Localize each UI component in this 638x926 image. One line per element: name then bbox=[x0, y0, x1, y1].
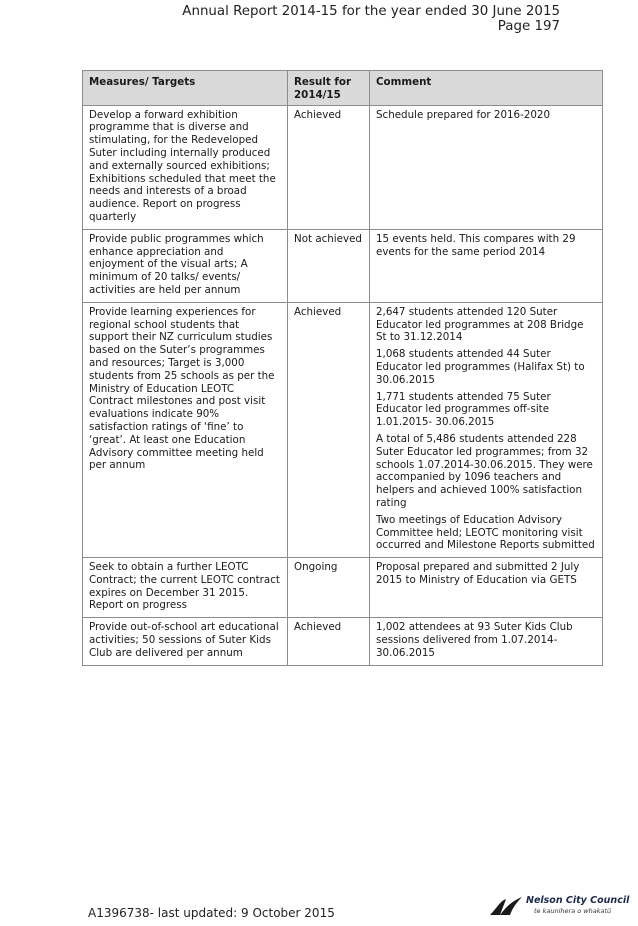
comment-paragraph: 1,771 students attended 75 Suter Educator led programmes off-site 1.01.2015- 30.06.2015 bbox=[376, 390, 551, 429]
table-row bbox=[83, 618, 603, 665]
page-header bbox=[182, 4, 560, 34]
column-header-comment: Comment bbox=[370, 71, 603, 106]
comment-cell bbox=[370, 558, 603, 618]
page-number: Page 197 bbox=[497, 19, 560, 34]
table-row bbox=[83, 302, 603, 557]
comment-paragraph: 1,068 students attended 44 Suter Educator led programmes (Halifax St) to 30.06.2015 bbox=[376, 348, 585, 386]
result-cell: Achieved bbox=[288, 302, 370, 557]
measure-cell: Seek to obtain a further LEOTC Contract; the current LEOTC contract expires on December 31 2015. Report on progress bbox=[83, 558, 288, 618]
result-cell: Achieved bbox=[288, 618, 370, 665]
comment-cell bbox=[370, 618, 603, 665]
comment-paragraph: Schedule prepared for 2016-2020 bbox=[376, 108, 551, 121]
council-logo bbox=[488, 893, 630, 919]
comment-paragraph: 15 events held. This compares with 29 events for the same period 2014 bbox=[376, 232, 576, 258]
council-logo-name: Nelson City Council bbox=[526, 895, 630, 906]
comment-paragraph: 2,647 students attended 120 Suter Educator led programmes at 208 Bridge St to 31.12.2014 bbox=[376, 305, 584, 344]
table-row bbox=[83, 558, 603, 618]
measure-cell: Provide public programmes which enhance appreciation and enjoyment of the visual arts; A minimum of 20 talks/ events/ activities are held per annum bbox=[83, 229, 288, 302]
result-cell: Not achieved bbox=[288, 229, 370, 302]
column-header-result: Result for 2014/15 bbox=[288, 71, 370, 106]
result-cell: Ongoing bbox=[288, 558, 370, 618]
measures-table bbox=[82, 70, 603, 666]
council-logo-icon bbox=[488, 893, 524, 919]
table-row bbox=[83, 105, 603, 229]
comment-paragraph: A total of 5,486 students attended 228 Suter Educator led programmes; from 32 schools 1.07.2014-30.06.2015. They were accompanied by 1096 teachers and helpers and achieved 100% satisfaction rating bbox=[376, 432, 593, 509]
measure-cell: Develop a forward exhibition programme that is diverse and stimulating, for the Redeveloped Suter including internally produced and externally sourced exhibitions; Exhibitions scheduled that meet the needs and interests of a broad audience. Report on progress quarterly bbox=[83, 105, 288, 229]
comment-cell bbox=[370, 105, 603, 229]
document-reference: A1396738- last updated: 9 October 2015 bbox=[88, 906, 335, 920]
comment-paragraph: 1,002 attendees at 93 Suter Kids Club sessions delivered from 1.07.2014-30.06.2015 bbox=[376, 621, 573, 659]
column-header-measures: Measures/ Targets bbox=[83, 71, 288, 106]
measure-cell: Provide out-of-school art educational activities; 50 sessions of Suter Kids Club are delivered per annum bbox=[83, 618, 288, 665]
table-row bbox=[83, 229, 603, 302]
comment-paragraph: Two meetings of Education Advisory Committee held; LEOTC monitoring visit occurred and Milestone Reports submitted bbox=[376, 513, 595, 552]
table-header-row bbox=[83, 71, 603, 106]
comment-cell bbox=[370, 229, 603, 302]
council-logo-tagline: te kaunihera o whakatū bbox=[534, 907, 612, 915]
comment-paragraph: Proposal prepared and submitted 2 July 2015 to Ministry of Education via GETS bbox=[376, 561, 580, 586]
comment-cell bbox=[370, 302, 603, 557]
result-cell: Achieved bbox=[288, 105, 370, 229]
measure-cell: Provide learning experiences for regional school students that support their NZ curriculum studies based on the Suter’s programmes and resources; Target is 3,000 students from 25 schools as per the Ministry of Education LEOTC Contract milestones and post visit evaluations indicate 90% satisfaction ratings of ‘fine’ to ‘great’. At least one Education Advisory committee meeting held per annum bbox=[83, 302, 288, 557]
report-title: Annual Report 2014-15 for the year ended 30 June 2015 bbox=[182, 4, 560, 19]
